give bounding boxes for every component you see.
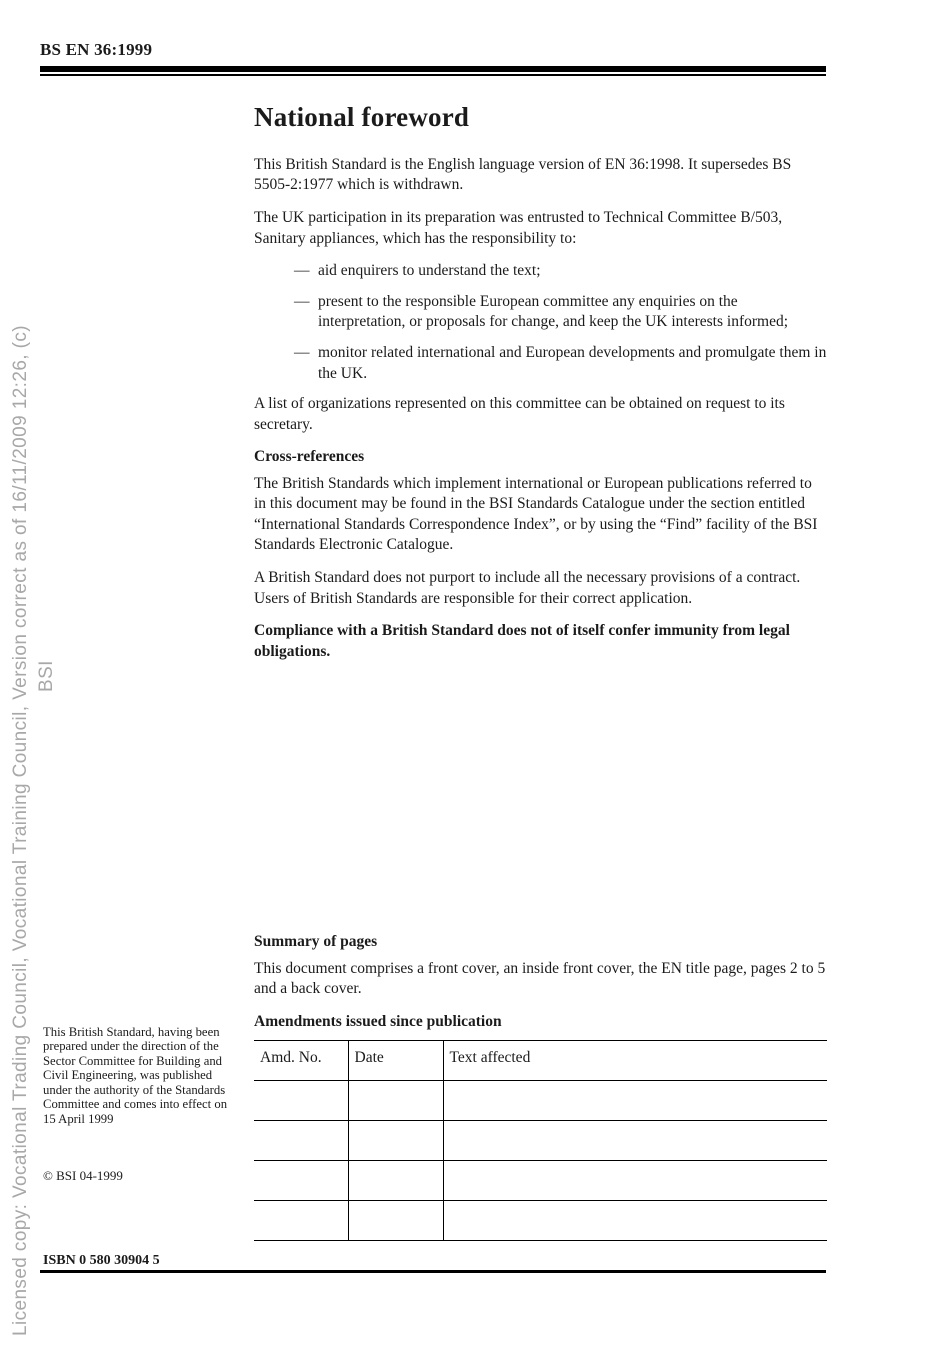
- list-item: [294, 261, 827, 282]
- cell-date: [348, 1200, 443, 1240]
- licence-vertical-text: Licensed copy: Vocational Trading Council, Vocational Training Council, Version correct as of 16/11/2009 12:26, (c): [10, 324, 31, 1336]
- column-header-date: Date: [348, 1040, 443, 1080]
- table-row: [254, 1080, 827, 1120]
- cell-amd-no: [254, 1120, 348, 1160]
- publication-note: This British Standard, having been prepared under the direction of the Sector Committee for Building and Civil Engineering, was published under the authority of the Standards Committee and comes into effect on 15 April 1999: [43, 1025, 228, 1126]
- compliance-statement: Compliance with a British Standard does not of itself confer immunity from legal obligations.: [254, 622, 790, 660]
- column-header-amd-no: Amd. No.: [254, 1040, 348, 1080]
- isbn: ISBN 0 580 30904 5: [43, 1253, 160, 1268]
- bullet-text: aid enquirers to understand the text;: [318, 262, 541, 280]
- cell-date: [348, 1120, 443, 1160]
- copyright-notice: © BSI 04-1999: [43, 1168, 123, 1183]
- amendments-table: [254, 1040, 827, 1241]
- summary-of-pages-heading: Summary of pages: [254, 933, 378, 951]
- column-header-text-affected: Text affected: [443, 1040, 827, 1080]
- page-title: National foreword: [254, 102, 470, 132]
- bullet-text: monitor related international and European developments and promulgate them in the UK.: [318, 343, 827, 382]
- document-code: BS EN 36:1999: [40, 40, 153, 59]
- bullet-dash: —: [294, 262, 310, 280]
- amendments-heading: Amendments issued since publication: [254, 1012, 502, 1030]
- bullet-text: present to the responsible European committee any enquiries on the interpretation, or proposals for change, and keep the UK interests informed;: [318, 292, 789, 331]
- header-rule-thick-bar: [40, 66, 826, 72]
- paragraph-uk-participation: The UK participation in its preparation was entrusted to Technical Committee B/503, Sanitary appliances, which has the responsibility to:: [254, 208, 783, 247]
- paragraph-cross-references-1: The British Standards which implement international or European publications referred to in this document may be found in the BSI Standards Catalogue under the section entitled “International Standards Correspondence Index”, or by using the “Find” facility of the BSI Standards Electronic Catalogue.: [254, 474, 818, 554]
- cross-references-heading: Cross-references: [254, 448, 365, 466]
- cell-date: [348, 1080, 443, 1120]
- bullet-dash: —: [294, 292, 310, 310]
- table-row: [254, 1120, 827, 1160]
- cell-text-affected: [443, 1120, 827, 1160]
- table-row: [254, 1200, 827, 1240]
- cell-text-affected: [443, 1200, 827, 1240]
- main-content-column: [254, 103, 827, 1241]
- list-item: [294, 292, 827, 333]
- cell-amd-no: [254, 1160, 348, 1200]
- paragraph-supersedes: This British Standard is the English language version of EN 36:1998. It supersedes BS 5505-2:1977 which is withdrawn.: [254, 155, 792, 194]
- licence-vertical-text-bsi: BSI: [36, 660, 57, 692]
- list-item: [294, 343, 827, 384]
- bullet-dash: —: [294, 343, 310, 361]
- summary-of-pages-text: This document comprises a front cover, an inside front cover, the EN title page, pages 2 to 5 and a back cover.: [254, 959, 826, 998]
- cell-date: [348, 1160, 443, 1200]
- cell-text-affected: [443, 1080, 827, 1120]
- paragraph-cross-references-2: A British Standard does not purport to include all the necessary provisions of a contract. Users of British Standards are responsible for their correct application.: [254, 568, 801, 607]
- header-rule-thin-line: [40, 74, 826, 76]
- table-row: [254, 1160, 827, 1200]
- cell-text-affected: [443, 1160, 827, 1200]
- cell-amd-no: [254, 1080, 348, 1120]
- responsibility-list: [254, 261, 827, 384]
- cell-amd-no: [254, 1200, 348, 1240]
- footer-rule: [40, 1270, 826, 1273]
- header-rule: [40, 66, 826, 76]
- table-header-row: [254, 1040, 827, 1080]
- paragraph-organizations-list: A list of organizations represented on this committee can be obtained on request to its secretary.: [254, 395, 785, 433]
